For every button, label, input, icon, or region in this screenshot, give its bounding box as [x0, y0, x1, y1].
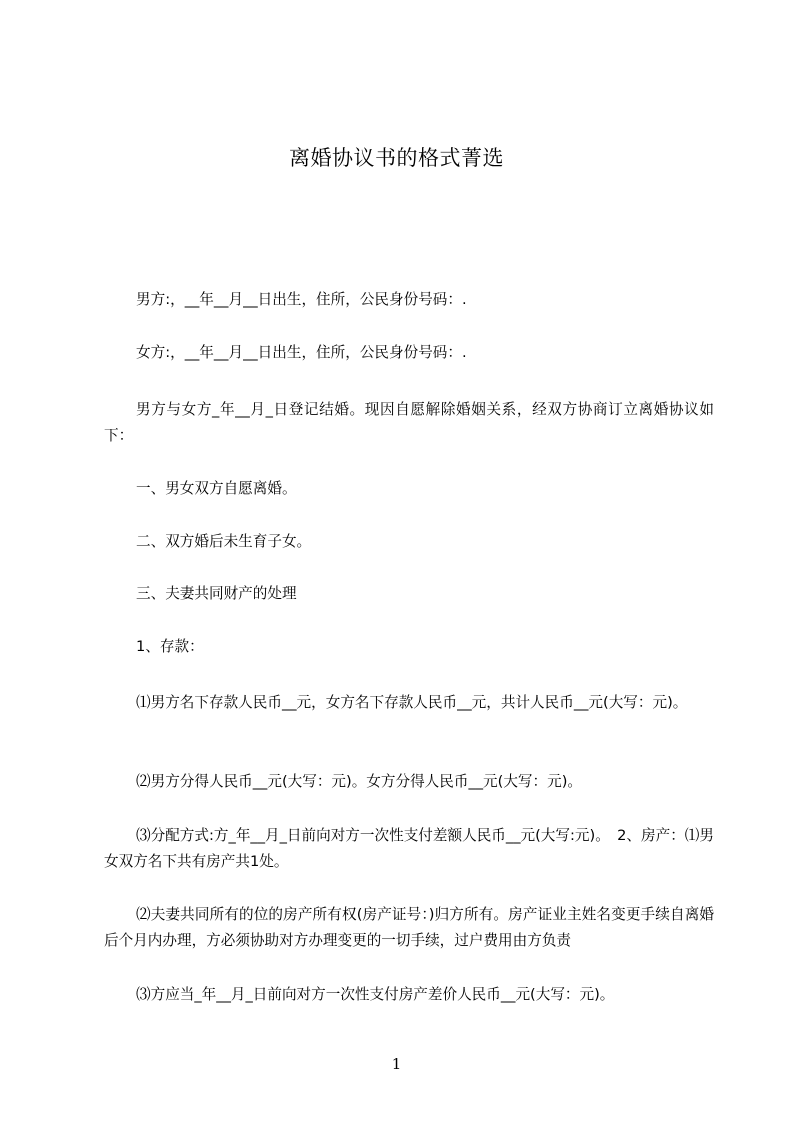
clause-2: 二、双方婚后未生育子女。 [136, 533, 312, 550]
paragraph-male-party: 男方:，__年__月__日出生，住所，公民身份号码：. [136, 291, 467, 308]
clause-1: 一、男女双方自愿离婚。 [136, 480, 297, 497]
property-item-2: ⑵夫妻共同所有的位的房产所有权(房产证号：)归方所有。房产证业主姓名变更手续自离婚后个月内办理，方必须协助对方办理变更的一切手续，过户费用由方负责 [104, 906, 714, 949]
property-item-3: ⑶方应当_年__月_日前向对方一次性支付房产差价人民币__元(大写：元)。 [136, 986, 615, 1003]
deposit-item-2: ⑵男方分得人民币__元(大写：元)。女方分得人民币__元(大写：元)。 [136, 773, 582, 790]
paragraph-female-party: 女方:，__年__月__日出生，住所，公民身份号码：. [136, 344, 467, 361]
page-number: 1 [391, 1055, 402, 1073]
deposit-item-1: ⑴男方名下存款人民币__元，女方名下存款人民币__元，共计人民币__元(大写：元)。 [136, 694, 688, 711]
deposit-item-3-and-property: ⑶分配方式:方_年__月_日前向对方一次性支付差额人民币__元(大写:元)。 2、房产：⑴男女双方名下共有房产共1处。 [104, 827, 714, 870]
document-title: 离婚协议书的格式菁选 [289, 146, 504, 170]
subclause-deposits: 1、存款： [136, 638, 204, 655]
clause-3: 三、夫妻共同财产的处理 [136, 585, 297, 602]
paragraph-marriage-statement: 男方与女方_年__月_日登记结婚。现因自愿解除婚姻关系，经双方协商订立离婚协议如下： [104, 401, 714, 444]
